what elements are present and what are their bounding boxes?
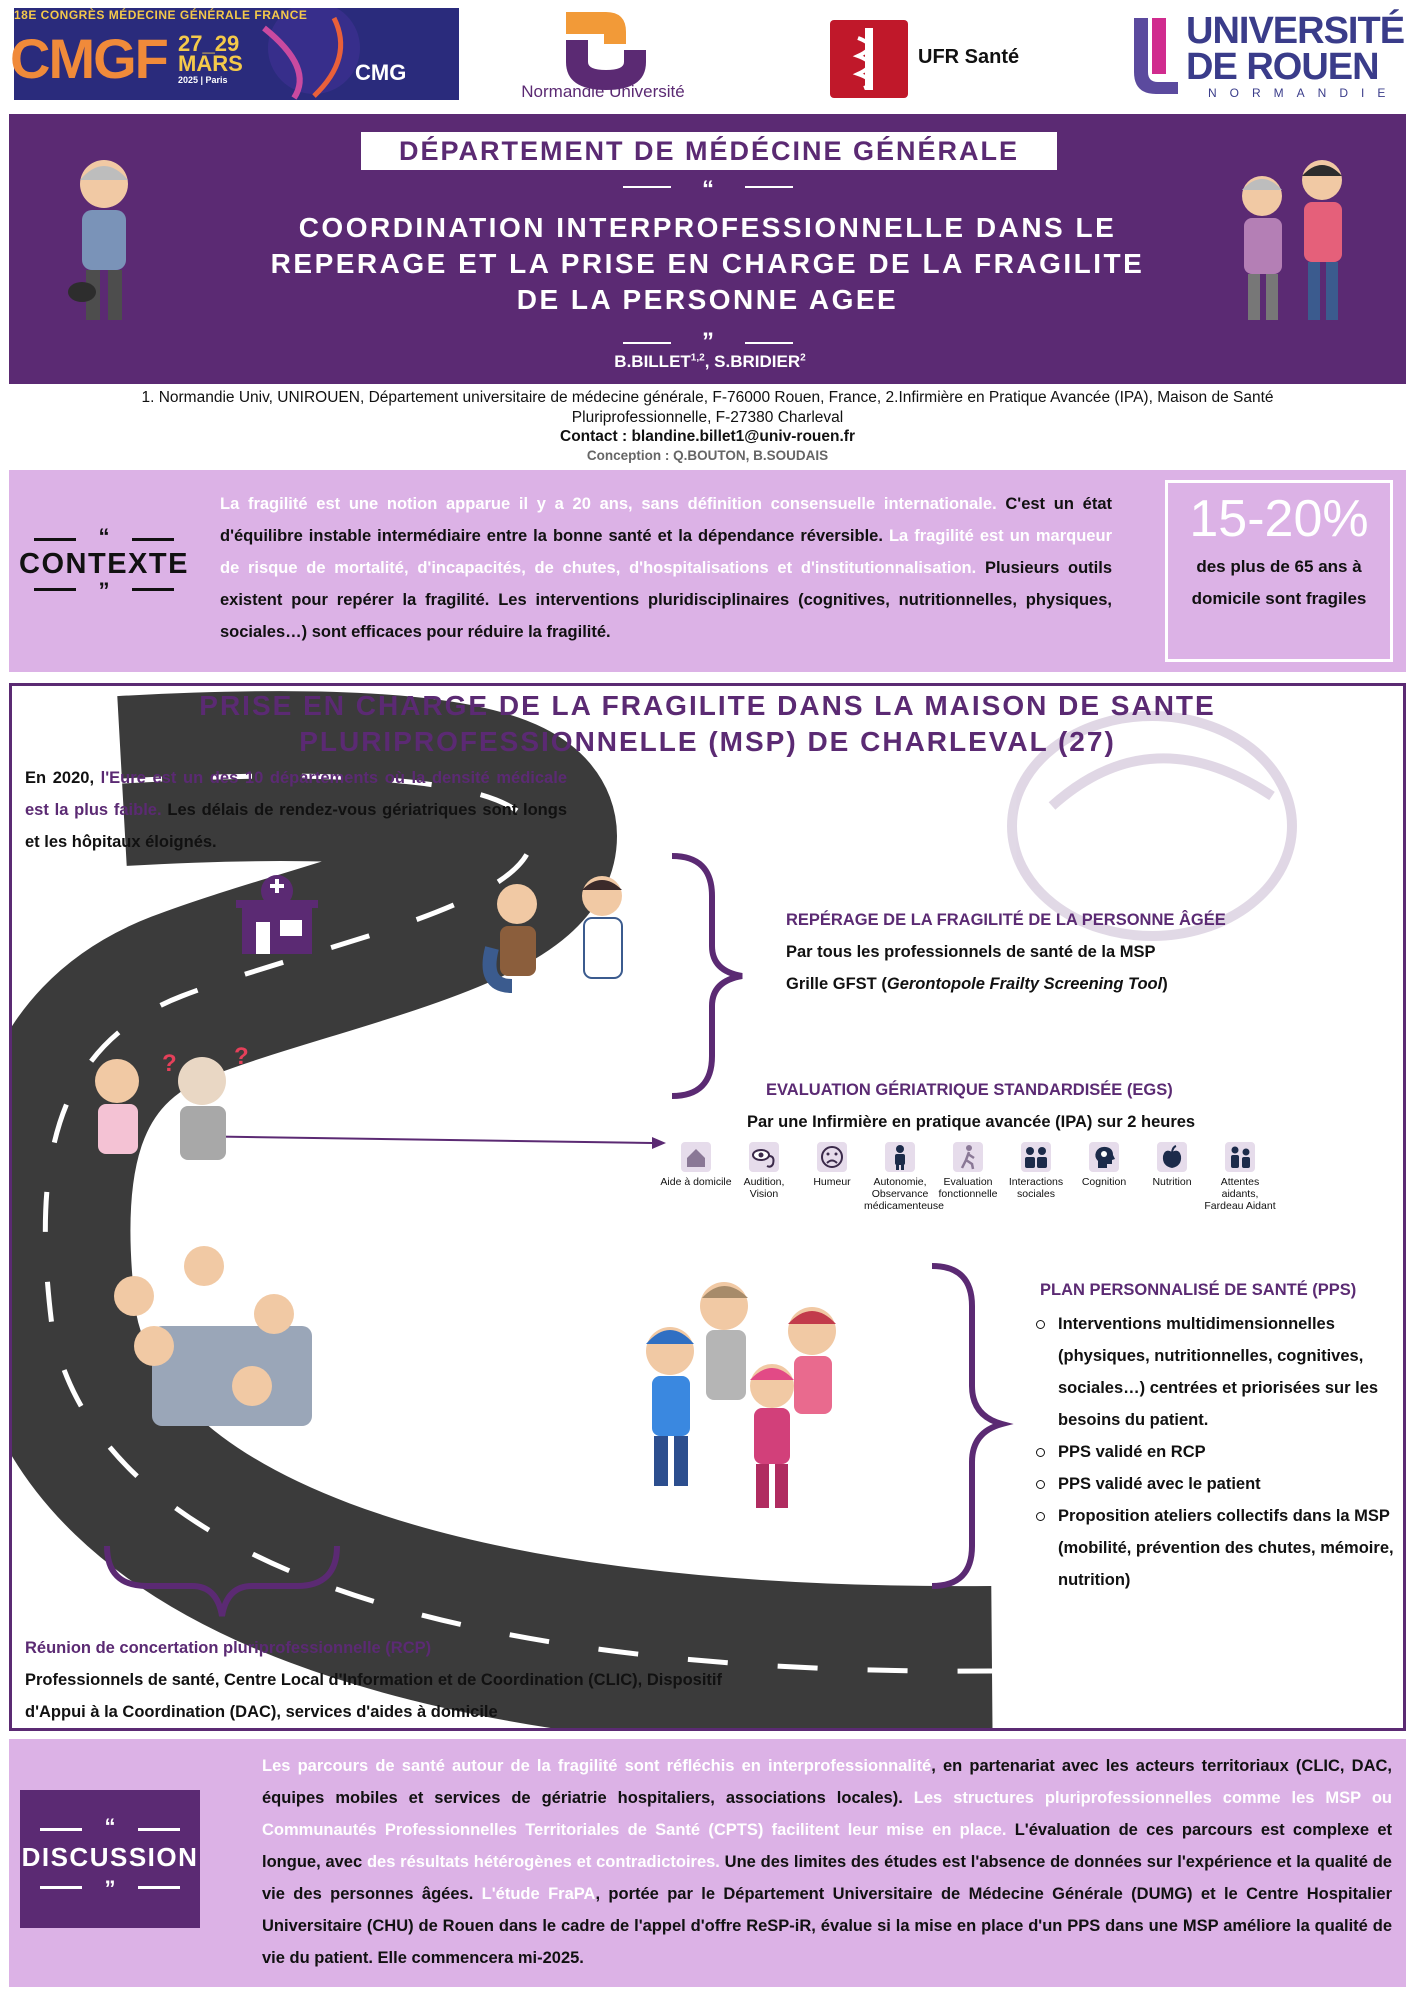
reperage-line2: Grille GFST (Gerontopole Frailty Screening Tool) — [786, 975, 1168, 993]
department-box — [359, 130, 1059, 172]
discussion-label: DISCUSSION — [21, 1842, 199, 1872]
egs-item-aide-domicile: Aide à domicile — [660, 1142, 732, 1188]
ufr-sante-text: UFR Santé — [918, 46, 1020, 68]
elderly-couple-illustration — [1222, 150, 1362, 330]
universite-rouen-u-mark — [1132, 16, 1180, 96]
congress-banner: 18E CONGRÈS MÉDECINE GÉNÉRALE FRANCE — [14, 8, 308, 22]
contact: Contact : blandine.billet1@univ-rouen.fr — [560, 428, 855, 445]
pps-list — [1034, 1308, 1394, 1596]
elderly-man-illustration — [52, 152, 152, 332]
department-title: DÉPARTEMENT DE MÉDÉCINE GÉNÉRALE — [398, 136, 1020, 166]
rcp-block — [25, 1632, 745, 1728]
contexte-quote-bottom: ” — [34, 584, 174, 604]
fragility-stat-label: des plus de 65 ans à domicile sont fragiles — [1191, 557, 1367, 608]
people-icon — [1021, 1142, 1051, 1172]
pps-item: PPS validé avec le patient — [1034, 1468, 1394, 1500]
cmg-logo: CMG — [355, 60, 407, 85]
intro-text: En 2020, l'Eure est un des 10 départements où la densité médicale est la plus faible. Les délais de rendez-vous gériatriques sont longs et les hôpitaux éloignés. — [25, 769, 568, 851]
egs-block — [700, 1074, 1350, 1138]
discussion-quote-top: “ — [40, 1818, 180, 1838]
egs-item-interactions-sociales: Interactions sociales — [1000, 1142, 1072, 1200]
fragility-stat-value: 15-20% — [1189, 490, 1369, 548]
pps-item: PPS validé en RCP — [1034, 1436, 1394, 1468]
affiliations: 1. Normandie Univ, UNIROUEN, Département universitaire de médecine générale, F-76000 Rouen, France, 2.Infirmière en Pratique Avancée (IPA), Maison de Santé Pluriprofessionnelle, F-27380 Charleval — [141, 389, 1274, 426]
egs-icons-row — [660, 1142, 1290, 1232]
universite-line1: UNIVERSITÉ — [1186, 10, 1405, 52]
conception-credits: Conception : Q.BOUTON, B.SOUDAIS — [586, 448, 829, 463]
congress-logo-text: CMGF — [10, 27, 167, 90]
authors: B.BILLET$^{1,2}$, S.BRIDIER$^2$ — [614, 352, 806, 371]
contexte-text: La fragilité est une notion apparue il y a 20 ans, sans définition consensuelle internationale. C'est un état d'équilibre instable intermédiaire entre la bonne santé et la dépendance réversible. La fragilité est un marqueur de risque de mortalité, d'incapacités, de chutes, d'hospitalisations et d'institutionnalisation. Plusieurs outils existent pour repérer la fragilité. Les interventions pluridisciplinaires (cognitives, nutritionnelles, physiques, sociales…) sont efficaces pour réduire la fragilité. — [220, 495, 1112, 641]
rcp-text: Professionnels de santé, Centre Local d'Information et de Coordination (CLIC), Dispositif d'Appui à la Coordination (DAC), services d'aides à domicile — [25, 1671, 722, 1721]
house-icon — [681, 1142, 711, 1172]
egs-item-autonomie: Autonomie, Observance médicamenteuse — [864, 1142, 936, 1212]
discussion-label-box — [20, 1790, 200, 1928]
egs-heading: EVALUATION GÉRIATRIQUE STANDARDISÉE (EGS) — [766, 1081, 1173, 1099]
egs-item-cognition: Cognition — [1068, 1142, 1140, 1188]
egs-line: Par une Infirmière en pratique avancée (IPA) sur 2 heures — [747, 1113, 1196, 1131]
caregiver-icon — [1225, 1142, 1255, 1172]
universite-line3: NORMANDIE — [1208, 86, 1399, 100]
congress-dates: 27_29 MARS 2025 | Paris — [178, 31, 243, 85]
ufr-sante-logo — [828, 18, 910, 100]
main-title: PRISE EN CHARGE DE LA FRAGILITE DANS LA MAISON DE SANTE PLURIPROFESSIONNELLE (MSP) DE CHARLEVAL (27) — [199, 690, 1216, 757]
egs-item-humeur: Humeur — [796, 1142, 868, 1188]
discussion-quote-bottom: ” — [40, 1882, 180, 1902]
poster-title: COORDINATION INTERPROFESSIONNELLE DANS LE REPERAGE ET LA PRISE EN CHARGE DE LA FRAGILITE DE LA PERSONNE AGEE — [270, 212, 1145, 315]
sad-face-icon — [817, 1142, 847, 1172]
egs-item-nutrition: Nutrition — [1136, 1142, 1208, 1188]
pps-item: Proposition ateliers collectifs dans la MSP (mobilité, prévention des chutes, mémoire, nutrition) — [1034, 1500, 1394, 1596]
reperage-block — [786, 904, 1386, 1000]
svg-text:?: ? — [234, 1043, 249, 1070]
discussion-text: Les parcours de santé autour de la fragilité sont réfléchis en interprofessionnalité, en partenariat avec les acteurs territoriaux (CLIC, DAC, équipes mobiles et services de gériatrie hospitaliers, associations locales). Les structures pluriprofessionnelles comme les MSP ou Communautés Professionnelles Territoriales de Santé (CPTS) facilitent leur mise en place. L'évaluation de ces parcours est complexe et longue, avec des résultats hétérogènes et contradictoires. Une des limites des études est l'absence de données sur l'expérience et la qualité de vie des personnes âgées. L'étude FraPA, portée par le Département Universitaire de Médecine Générale (DUMG) et le Centre Hospitalier Universitaire (CHU) de Rouen dans le cadre de l'appel d'offre ReSP-iR, évalue si la mise en place d'un PPS dans une MSP améliore la qualité de vie du patient. Elle commencera mi-2025. — [262, 1757, 1393, 1967]
reperage-line1: Par tous les professionnels de santé de la MSP — [786, 943, 1156, 961]
person-icon — [885, 1142, 915, 1172]
universite-line2: DE ROUEN — [1186, 46, 1379, 88]
fragility-stat-box — [1165, 480, 1393, 662]
walker-icon — [953, 1142, 983, 1172]
title-close-quote: ” — [608, 328, 808, 356]
normandie-universite-text: Normandie Université — [521, 82, 685, 101]
head-brain-icon — [1089, 1142, 1119, 1172]
pps-item: Interventions multidimensionnelles (physiques, nutritionnelles, cognitives, sociales…) centrées et priorisées sur les besoins du patient. — [1034, 1308, 1394, 1436]
rcp-heading: Réunion de concertation pluriprofessionnelle (RCP) — [25, 1639, 432, 1657]
pps-heading: PLAN PERSONNALISÉ DE SANTÉ (PPS) — [1040, 1281, 1357, 1299]
apple-icon — [1157, 1142, 1187, 1172]
egs-item-audition-vision: Audition, Vision — [728, 1142, 800, 1200]
contexte-label: CONTEXTE — [19, 548, 189, 580]
contexte-quote-top: “ — [34, 528, 174, 548]
svg-text:?: ? — [162, 1050, 177, 1077]
reperage-heading: REPÉRAGE DE LA FRAGILITÉ DE LA PERSONNE ÂGÉE — [786, 911, 1226, 929]
egs-item-evaluation-fonctionnelle: Evaluation fonctionnelle — [932, 1142, 1004, 1200]
egs-item-attentes-aidants: Attentes aidants, Fardeau Aidant — [1204, 1142, 1276, 1212]
title-open-quote: “ — [608, 176, 808, 204]
eye-ear-icon — [749, 1142, 779, 1172]
